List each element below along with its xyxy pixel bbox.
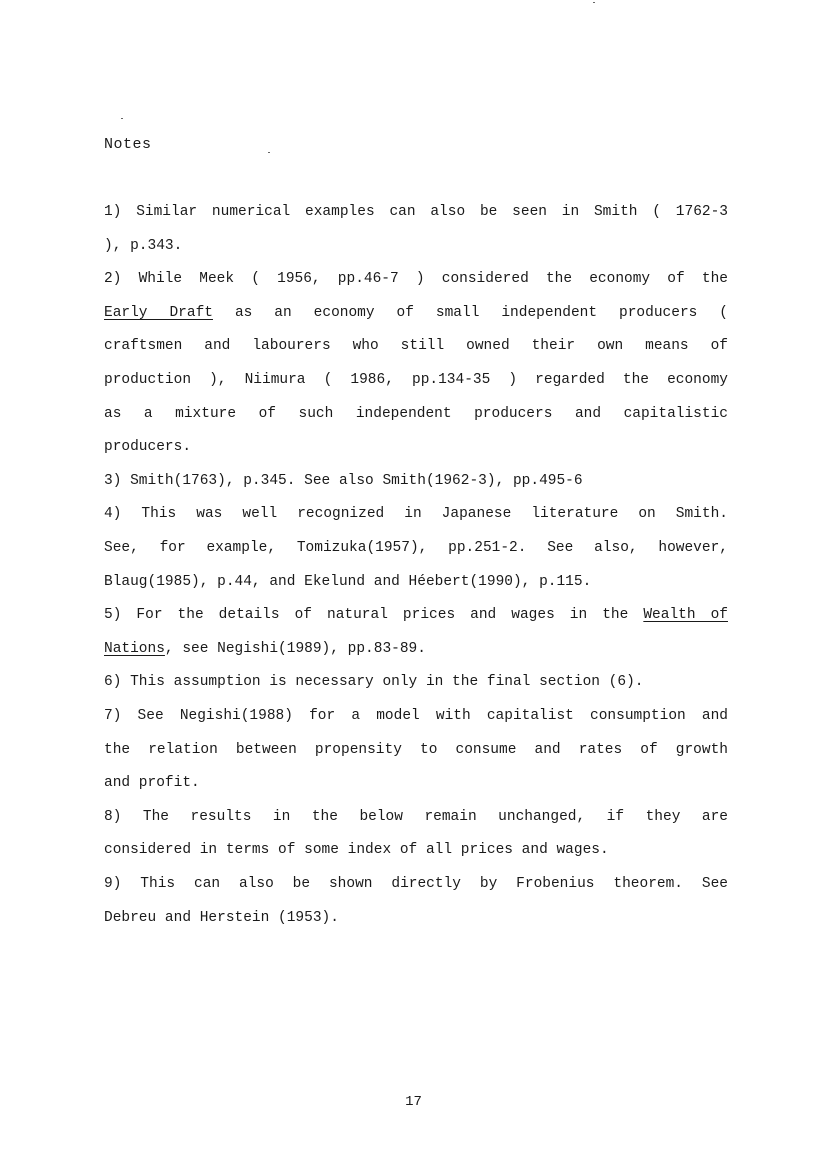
note-line (104, 437, 728, 457)
note-text: 9) This can also be shown directly by Frobenius theorem. See (104, 876, 728, 892)
note-line (104, 336, 728, 356)
note-text: ), p.343. (104, 237, 183, 254)
note-text: 2) While Meek ( 1956, pp.46-7 ) considered the economy of the (104, 271, 728, 288)
note-text: See, for example, Tomizuka(1957), pp.251-2. See also, however, (104, 540, 728, 556)
note-line (104, 236, 728, 256)
note-text: 7) See Negishi(1988) for a model with capitalist consumption and (104, 708, 728, 724)
note-line (104, 840, 728, 860)
note-text: craftsmen and labourers who still owned their own means of (104, 338, 728, 355)
note-line (104, 269, 728, 289)
note-line (104, 706, 728, 726)
note-text: 4) This was well recognized in Japanese literature on Smith. (104, 506, 728, 523)
note-line (104, 639, 728, 659)
scan-speck (121, 118, 123, 119)
note-text: considered in terms of some index of all prices and wages. (104, 842, 609, 859)
note-line (104, 672, 728, 692)
note-text: producers. (104, 439, 192, 456)
note-line (104, 303, 728, 323)
note-line (104, 538, 728, 558)
note-line (104, 740, 728, 760)
note-line (104, 504, 728, 524)
note-line (104, 404, 728, 424)
note-text: Debreu and Herstein (1953). (104, 909, 339, 926)
underlined-title: Wealth of (643, 607, 728, 624)
note-text: 3) Smith(1763), p.345. See also Smith(1962-3), pp.495-6 (104, 472, 583, 489)
note-line (104, 370, 728, 390)
note-text: the relation between propensity to consume and rates of growth (104, 741, 728, 758)
note-text: as an economy of small independent producers ( (212, 304, 729, 321)
note-line (104, 908, 728, 928)
scan-speck (268, 152, 270, 153)
note-line (104, 807, 728, 827)
note-text: 8) The results in the below remain unchanged, if they are (104, 808, 728, 825)
note-text: 6) This assumption is necessary only in the final section (6). (104, 674, 644, 691)
note-text: Blaug(1985), p.44, and Ekelund and Héebert(1990), p.115. (104, 573, 592, 590)
note-line (104, 773, 728, 793)
note-text: 5) For the details of natural prices and wages in the (104, 607, 644, 624)
underlined-title: Early Draft (104, 304, 213, 321)
note-line (104, 874, 728, 894)
underlined-title: Nations (104, 640, 165, 657)
scan-speck (593, 2, 595, 3)
note-line (104, 202, 728, 222)
page-number: 17 (405, 1094, 422, 1110)
note-text: as a mixture of such independent producers and capitalistic (104, 405, 728, 422)
note-line (104, 572, 728, 592)
note-text: , see Negishi(1989), pp.83-89. (164, 640, 426, 657)
note-text: 1) Similar numerical examples can also be seen in Smith ( 1762-3 (104, 204, 728, 220)
note-line (104, 605, 728, 625)
note-text: production ), Niimura ( 1986, pp.134-35 ) regarded the economy (104, 372, 728, 388)
note-text: and profit. (104, 775, 200, 792)
notes-heading: Notes (104, 136, 152, 153)
note-line (104, 471, 728, 491)
